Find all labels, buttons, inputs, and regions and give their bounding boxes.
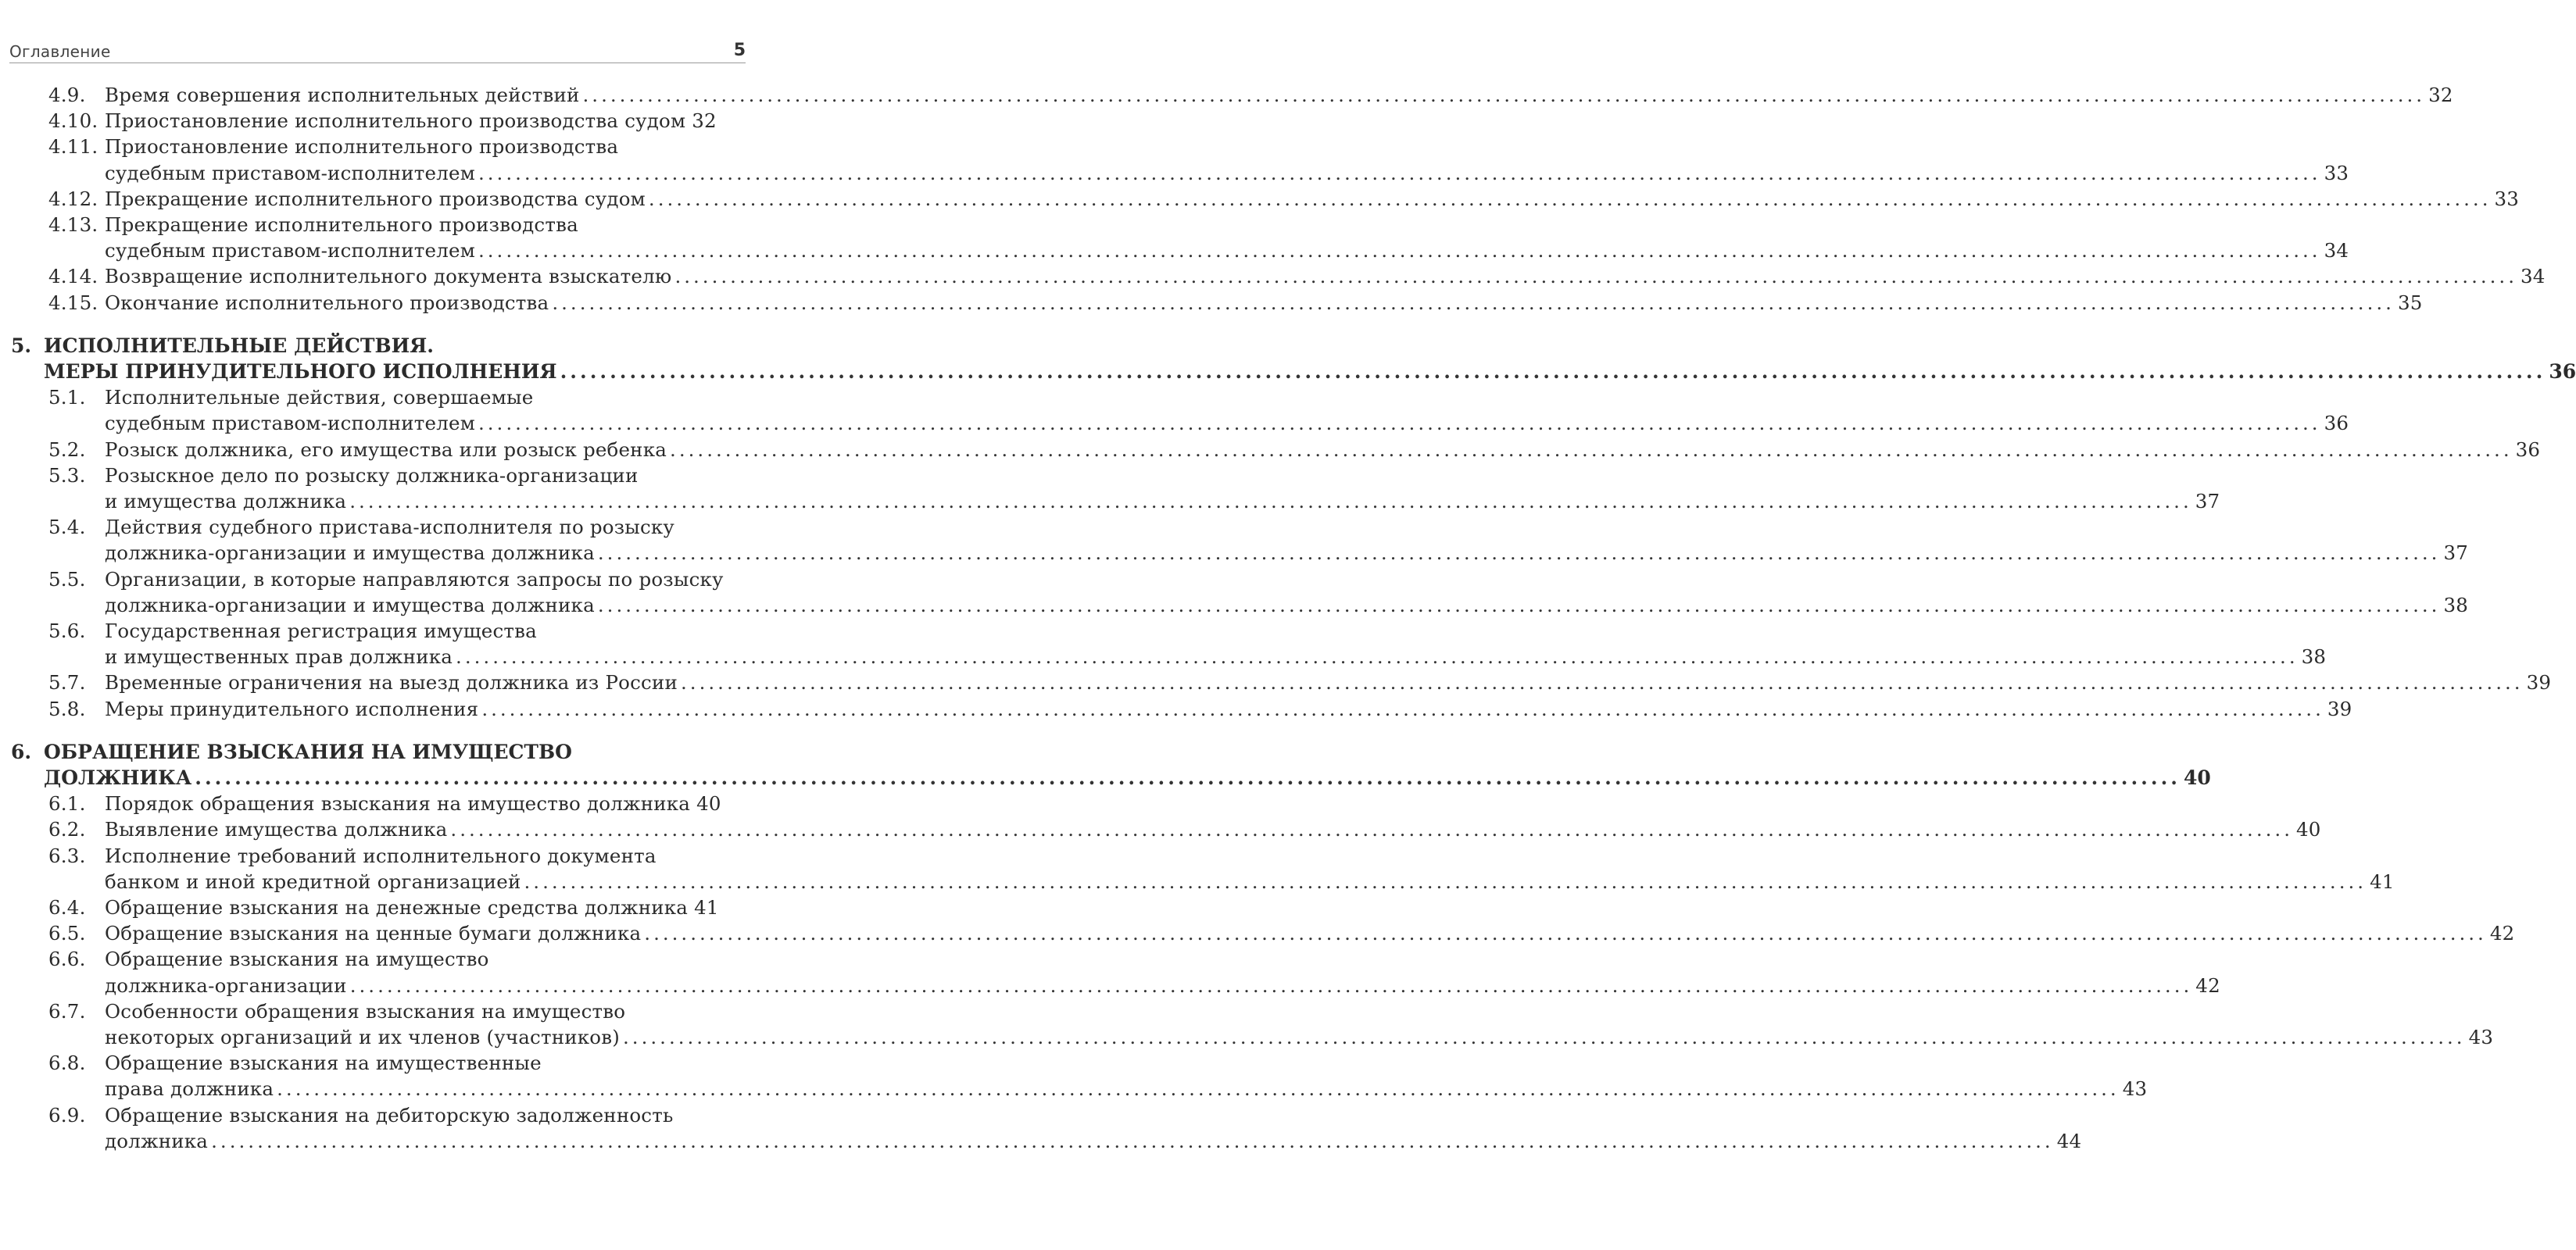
- toc-entry-title: Обращение взыскания на денежные средства должника: [105, 896, 689, 919]
- dot-leader: ........................................................................................................................................................................................................: [478, 239, 2321, 262]
- toc-entry-title: Обращение взыскания на ценные бумаги должника: [105, 922, 642, 945]
- toc-entry-title: банком и иной кредитной организацией: [105, 870, 521, 893]
- toc-page-number: 40: [2184, 766, 2211, 789]
- toc-page-number: 43: [2468, 1026, 2494, 1048]
- toc-entry-number: 5.8.: [48, 697, 86, 720]
- toc-entry-title: Исполнение требований исполнительного документа: [105, 844, 657, 867]
- toc-entry-number: 6.1.: [48, 792, 86, 816]
- toc-entry-line: [0, 1077, 2148, 1102]
- toc-entry-title: должника-организации и имущества должника: [105, 593, 595, 616]
- toc-page-number: 39: [2526, 671, 2552, 695]
- toc-entry-line: [0, 947, 782, 972]
- dot-leader: ........................................................................................................................................................................................................: [552, 291, 2395, 314]
- dot-leader: ........................................................................................................................................................................................................: [524, 870, 2367, 893]
- toc-entry-title: и имущественных прав должника: [105, 645, 453, 669]
- toc-entry-number: 5.4.: [48, 516, 86, 539]
- toc-entry-line: [0, 489, 2220, 514]
- toc-page-number: 36: [2549, 360, 2576, 383]
- toc-entry-number: 6.9.: [48, 1103, 86, 1127]
- toc-entry-line: [0, 619, 782, 644]
- dot-leader: ........................................................................................................................................................................................................: [670, 438, 2513, 461]
- toc-page-number: 33: [2494, 187, 2520, 210]
- toc-entry-title: ДОЛЖНИКА: [44, 766, 192, 789]
- toc-page-number: 32: [2428, 84, 2453, 106]
- dot-leader: ........................................................................................................................................................................................................: [478, 412, 2321, 435]
- toc-page-number: 41: [694, 896, 719, 919]
- dot-leader: ........................................................................................................................................................................................................: [211, 1129, 2054, 1152]
- toc-entry-line: [0, 791, 782, 816]
- toc-entry-line: [0, 567, 782, 592]
- toc-entry-title: и имущества должника: [105, 490, 347, 512]
- toc-entry-title: Приостановление исполнительного производства: [105, 135, 619, 159]
- dot-leader: ........................................................................................................................................................................................................: [597, 541, 2441, 565]
- toc-page-number: 36: [2324, 412, 2349, 435]
- dot-leader: ........................................................................................................................................................................................................: [582, 84, 2426, 106]
- running-header: [9, 42, 746, 63]
- dot-leader: ........................................................................................................................................................................................................: [648, 187, 2492, 210]
- toc-entry-line: [0, 463, 782, 488]
- toc-entry-line: [0, 817, 2321, 842]
- dot-leader: ........................................................................................................................................................................................................: [277, 1077, 2120, 1101]
- toc-page-number: 40: [2296, 818, 2321, 841]
- toc-entry-number: 6.3.: [48, 844, 86, 867]
- toc-page-number: 32: [692, 109, 717, 133]
- dot-leader: ........................................................................................................................................................................................................: [349, 490, 2192, 512]
- toc-entry-line: [0, 697, 2352, 722]
- toc-entry-title: Особенности обращения взыскания на имущество: [105, 999, 626, 1023]
- toc-entry-title: Розыск должника, его имущества или розыск ребенка: [105, 438, 667, 461]
- toc-entry-number: 5.5.: [48, 567, 86, 591]
- toc-page-number: 36: [2515, 438, 2541, 461]
- toc-entry-number: 5.7.: [48, 671, 86, 695]
- toc-entry-title: Обращение взыскания на дебиторскую задолженность: [105, 1103, 674, 1127]
- toc-page-number: 44: [2056, 1129, 2082, 1152]
- toc-entry-title: Розыскное дело по розыску должника-организации: [105, 463, 639, 487]
- toc-page-number: 42: [2195, 973, 2220, 997]
- toc-entry-number: 4.9.: [48, 84, 86, 106]
- toc-entry-number: 6.2.: [48, 818, 86, 841]
- toc-entry-title: Действия судебного пристава-исполнителя по розыску: [105, 516, 675, 539]
- toc-section-line: [0, 766, 2211, 791]
- toc-entry-line: [0, 515, 782, 540]
- toc-entry-number: 5.2.: [48, 438, 86, 461]
- toc-section-line: [0, 334, 782, 359]
- toc-entry-title: права должника: [105, 1077, 274, 1101]
- toc-entry-line: [0, 541, 2469, 566]
- toc-entry-number: 6.4.: [48, 896, 86, 919]
- toc-entry-title: МЕРЫ ПРИНУДИТЕЛЬНОГО ИСПОЛНЕНИЯ: [44, 360, 557, 383]
- toc-entry-line: [0, 264, 2546, 289]
- toc-section-line: [0, 740, 782, 765]
- toc-entry-line: [0, 385, 782, 410]
- toc-entry-number: 4.10.: [48, 109, 98, 133]
- toc-entry-line: [0, 844, 782, 869]
- dot-leader: ........................................................................................................................................................................................................: [681, 671, 2524, 695]
- toc-entry-title: судебным приставом-исполнителем: [105, 239, 475, 262]
- toc-entry-number: 6.5.: [48, 922, 86, 945]
- toc-entry-number: 6.6.: [48, 948, 86, 971]
- dot-leader: ........................................................................................................................................................................................................: [623, 1026, 2466, 1048]
- toc-entry-title: Исполнительные действия, совершаемые: [105, 386, 534, 409]
- toc-entry-number: 5.1.: [48, 386, 86, 409]
- toc-section-line: [0, 359, 2576, 384]
- toc-page-number: 39: [2327, 697, 2352, 720]
- toc-entry-line: [0, 291, 2423, 316]
- header-page-number: 5: [733, 41, 746, 60]
- toc-entry-number: 5.: [11, 334, 32, 357]
- toc-entry-title: должника-организации: [105, 973, 347, 997]
- toc-entry-line: [0, 161, 2349, 186]
- toc-entry-title: Время совершения исполнительных действий: [105, 84, 580, 106]
- toc-entry-line: [0, 83, 2453, 108]
- toc-entry-title: судебным приставом-исполнителем: [105, 412, 475, 435]
- toc-entry-title: некоторых организаций и их членов (участников): [105, 1026, 620, 1048]
- toc-entry-title: Обращение взыскания на имущество: [105, 948, 489, 971]
- toc-entry-title: Обращение взыскания на имущественные: [105, 1052, 542, 1075]
- toc-page-number: 34: [2521, 265, 2546, 288]
- toc-entry-title: Меры принудительного исполнения: [105, 697, 479, 720]
- toc-entry-line: [0, 212, 782, 238]
- dot-leader: ........................................................................................................................................................................................................: [597, 593, 2441, 616]
- toc-entry-title: Выявление имущества должника: [105, 818, 448, 841]
- toc-page-number: 42: [2489, 922, 2515, 945]
- toc-entry-line: [0, 438, 2541, 462]
- toc-entry-number: 5.6.: [48, 620, 86, 642]
- toc-entry-title: судебным приставом-исполнителем: [105, 161, 475, 184]
- toc-entry-title: должника: [105, 1129, 209, 1152]
- toc-page-number: 41: [2370, 870, 2395, 893]
- toc-entry-line: [0, 1051, 782, 1076]
- toc-entry-line: [0, 187, 2520, 212]
- toc-entry-title: Порядок обращения взыскания на имущество должника: [105, 792, 691, 816]
- toc-entry-title: Прекращение исполнительного производства судом: [105, 187, 646, 210]
- toc-entry-number: 4.11.: [48, 135, 98, 159]
- toc-entry-title: Окончание исполнительного производства: [105, 291, 549, 314]
- toc-page-number: 40: [696, 792, 721, 816]
- toc-entry-number: 5.3.: [48, 463, 86, 487]
- dot-leader: ........................................................................................................................................................................................................: [644, 922, 2487, 945]
- dot-leader: ........................................................................................................................................................................................................: [478, 161, 2321, 184]
- toc-entry-line: [0, 921, 2515, 946]
- toc-page-number: 38: [2443, 593, 2469, 616]
- toc-entry-title: Организации, в которые направляются запросы по розыску: [105, 567, 724, 591]
- toc-entry-title: Возвращение исполнительного документа взыскателю: [105, 265, 672, 288]
- toc-entry-line: [0, 1025, 2494, 1050]
- toc-entry-line: [0, 238, 2349, 263]
- toc-entry-line: [0, 1129, 2082, 1154]
- toc-entry-line: [0, 1103, 782, 1128]
- toc-entry-title: Прекращение исполнительного производства: [105, 213, 578, 236]
- toc-entry-line: [0, 109, 782, 134]
- toc-entry-number: 4.12.: [48, 187, 98, 210]
- toc-entry-number: 6.: [11, 740, 32, 763]
- toc-page-number: 43: [2122, 1077, 2148, 1101]
- dot-leader: ........................................................................................................................................................................................................: [481, 697, 2324, 720]
- dot-leader: ........................................................................................................................................................................................................: [450, 818, 2293, 841]
- dot-leader: ........................................................................................................................................................................................................: [456, 645, 2299, 669]
- toc-entry-line: [0, 411, 2349, 436]
- toc-page-number: 37: [2195, 490, 2220, 512]
- toc-entry-title: Приостановление исполнительного производства судом: [105, 109, 686, 133]
- toc-entry-line: [0, 973, 2220, 998]
- toc-entry-line: [0, 870, 2395, 895]
- toc-entry-title: ОБРАЩЕНИЕ ВЗЫСКАНИЯ НА ИМУЩЕСТВО: [44, 740, 572, 763]
- toc-entry-number: 4.13.: [48, 213, 98, 236]
- toc-page-number: 38: [2301, 645, 2327, 669]
- toc-entry-number: 4.14.: [48, 265, 98, 288]
- toc-entry-line: [0, 895, 782, 920]
- toc-page-number: 37: [2443, 541, 2469, 565]
- toc-entry-number: 6.8.: [48, 1052, 86, 1075]
- toc-entry-title: Временные ограничения на выезд должника из России: [105, 671, 678, 695]
- toc-entry-line: [0, 670, 2552, 695]
- dot-leader: ........................................................................................................................................................................................................: [674, 265, 2518, 288]
- toc-entry-title: Государственная регистрация имущества: [105, 620, 537, 642]
- toc-page-number: 35: [2397, 291, 2423, 314]
- dot-leader: ........................................................................................................................................................................................................: [349, 973, 2193, 997]
- toc-page-number: 33: [2324, 161, 2349, 184]
- toc-entry-line: [0, 645, 2327, 670]
- dot-leader: ........................................................................................................................................................................................................: [560, 360, 2546, 383]
- toc-entry-line: [0, 134, 782, 159]
- dot-leader: ........................................................................................................................................................................................................: [195, 766, 2181, 789]
- toc-entry-number: 6.7.: [48, 999, 86, 1023]
- toc-entry-title: ИСПОЛНИТЕЛЬНЫЕ ДЕЙСТВИЯ.: [44, 334, 434, 357]
- toc-entry-number: 4.15.: [48, 291, 98, 314]
- toc-page-number: 34: [2324, 239, 2349, 262]
- toc-entry-line: [0, 593, 2469, 618]
- toc-entry-line: [0, 999, 782, 1024]
- header-title: Оглавление: [9, 42, 111, 61]
- toc-entry-title: должника-организации и имущества должника: [105, 541, 595, 565]
